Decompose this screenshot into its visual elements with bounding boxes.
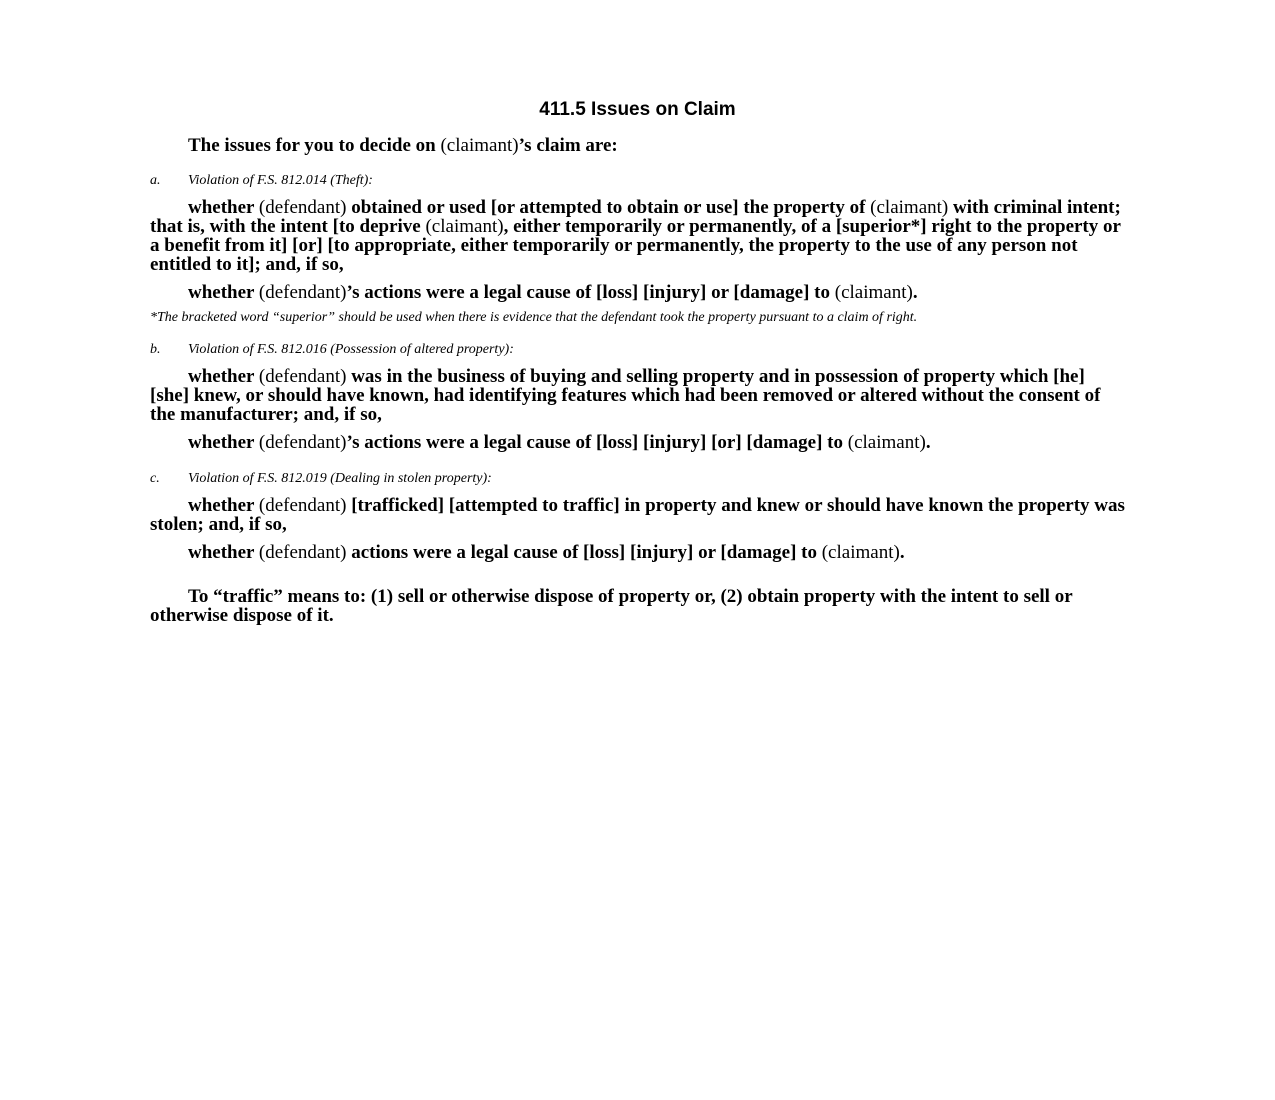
section-c-title: Violation of F.S. 812.019 (Dealing in stolen property): [188, 471, 492, 486]
section-b-letter: b. [150, 342, 161, 357]
issue-text: ’s actions were a legal cause of [loss] [injury] or [damage] to [346, 282, 830, 303]
issue-text: was in the business of buying and selling property and in possession of property which [he] [she] knew, or should have known, had identifying features which had been removed or altered without the consent of the manufacturer; and, if so, [150, 366, 1101, 425]
section-a-issue-2 [150, 283, 1125, 302]
section-c-heading [150, 470, 1125, 488]
superior-footnote: *The bracketed word “superior” should be used when there is evidence that the defendant took the property pursuant to a claim of right. [150, 310, 918, 325]
section-c-letter: c. [150, 471, 160, 486]
issue-text: with criminal intent; that is, with the intent [to deprive [150, 197, 1121, 237]
defendant-placeholder: (defendant) [258, 495, 347, 516]
section-b-heading [150, 341, 1125, 359]
claimant-placeholder: (claimant) [847, 432, 926, 453]
claimant-placeholder: (claimant) [425, 216, 504, 237]
traffic-definition: To “traffic” means to: (1) sell or otherwise dispose of property or, (2) obtain property with the intent to sell or otherwise dispose of it. [150, 586, 1073, 626]
issue-text: actions were a legal cause of [loss] [injury] or [damage] to [351, 542, 817, 563]
whether-word: whether [188, 542, 255, 563]
defendant-placeholder: (defendant) [258, 542, 347, 563]
issue-text: . [899, 542, 905, 563]
defendant-placeholder: (defendant) [258, 432, 347, 453]
issue-text: obtained or used [or attempted to obtain or use] the property of [351, 197, 866, 218]
section-b-title: Violation of F.S. 812.016 (Possession of altered property): [188, 342, 514, 357]
section-a-letter: a. [150, 173, 161, 188]
claimant-placeholder: (claimant) [440, 135, 519, 156]
claimant-placeholder: (claimant) [821, 542, 900, 563]
whether-word: whether [188, 495, 255, 516]
whether-word: whether [188, 432, 255, 453]
section-b-issue-2 [150, 433, 1125, 452]
section-a-heading [150, 172, 1125, 190]
section-a-issue-1 [150, 198, 1125, 274]
issue-text: , either temporarily or permanently, of a [superior*] right to the property or a benefit from it] [or] [to appropriate, either temporarily or permanently, the property to the use of any person not entitled to it]; and, if so, [150, 216, 1121, 275]
defendant-placeholder: (defendant) [258, 366, 347, 387]
issue-text: . [912, 282, 918, 303]
defendant-placeholder: (defendant) [258, 282, 347, 303]
intro-text: The issues for you to decide on [188, 135, 436, 156]
section-b-issue-1 [150, 367, 1125, 424]
section-c-issue-1 [150, 496, 1125, 534]
document-page [150, 98, 1125, 634]
whether-word: whether [188, 366, 255, 387]
page-title: 411.5 Issues on Claim [539, 99, 736, 120]
intro-text-end: ’s claim are: [518, 135, 618, 156]
section-c-issue-2 [150, 543, 1125, 562]
section-a-title: Violation of F.S. 812.014 (Theft): [188, 173, 373, 188]
whether-word: whether [188, 197, 255, 218]
claimant-placeholder: (claimant) [834, 282, 913, 303]
whether-word: whether [188, 282, 255, 303]
defendant-placeholder: (defendant) [258, 197, 347, 218]
issue-text: ’s actions were a legal cause of [loss] [injury] [or] [damage] to [346, 432, 843, 453]
issue-text: [trafficked] [attempted to traffic] in property and knew or should have known the property was stolen; and, if so, [150, 495, 1125, 535]
issue-text: . [925, 432, 931, 453]
claimant-placeholder: (claimant) [870, 197, 949, 218]
intro-paragraph [188, 134, 1125, 158]
